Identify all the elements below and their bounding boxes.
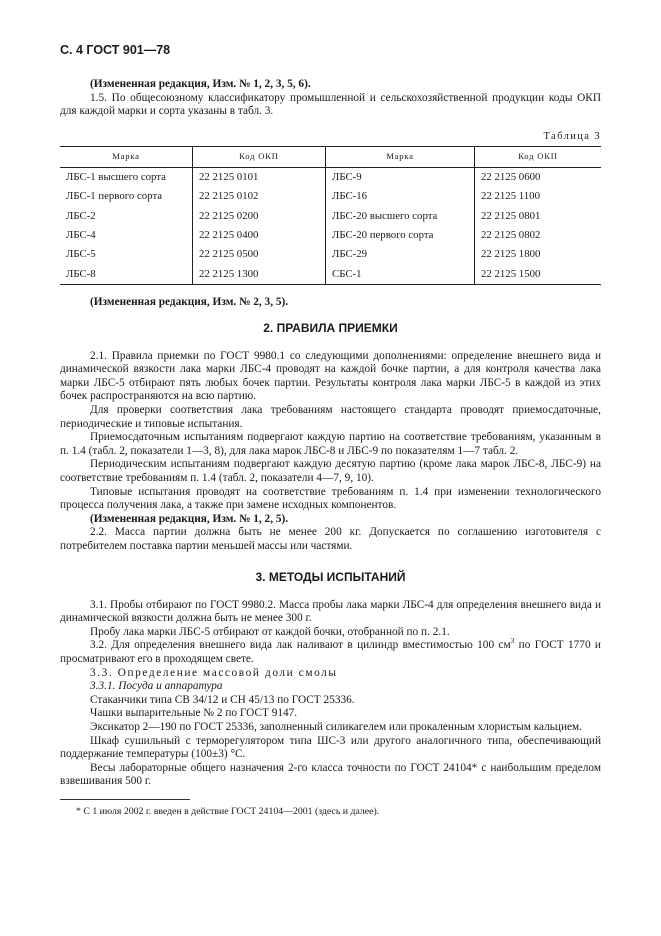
table-cell: ЛБС-1 высшего сорта [66,170,166,183]
footnote-divider [60,799,190,800]
page-header: С. 4 ГОСТ 901—78 [60,43,171,57]
paragraph-2-2: 2.2. Масса партии должна быть не менее 200 кг. Допускается по соглашению изготовителя с потребителем поставка партии меньшей массы или частями. [60,526,601,552]
paragraph: Пробу лака марки ЛБС-5 отбирают от каждой бочки, отобранной по п. 2.1. [90,625,450,638]
table-cell: ЛБС-29 [326,246,475,265]
section-2-block [60,322,601,554]
paragraph: Весы лабораторные общего назначения 2-го класса точности по ГОСТ 24104* с наибольшим пределом взвешивания 500 г. [60,761,601,788]
table-cell: 22 2125 0102 [193,187,326,206]
table-row [60,207,601,226]
table-row [60,187,601,206]
paragraph-3-1: 3.1. Пробы отбирают по ГОСТ 9980.2. Масса пробы лака марки ЛБС-4 для определения внешнего вида и динамической вязкости должна быть не менее 300 г. [60,598,601,625]
edition-note: (Измененная редакция, Изм. № 2, 3, 5). [90,296,289,308]
table-cell: 22 2125 1100 [475,187,602,206]
column-header: Марка [60,147,193,168]
superscript: 3 [510,636,515,646]
table-cell: 22 2125 0500 [193,246,326,265]
paragraph: Эксикатор 2—190 по ГОСТ 25336, заполненный силикагелем или прокаленным хлористым кальцием. [90,720,582,733]
table-cell: СБС-1 [326,265,475,285]
table-3 [60,146,601,285]
section-heading: 3. МЕТОДЫ ИСПЫТАНИЙ [255,570,406,584]
table-cell: ЛБС-9 [326,168,475,188]
paragraph-3-2 [60,636,601,666]
table-edition-block [60,296,601,310]
edition-note: (Измененная редакция, Изм. № 1, 2, 3, 5, 6). [90,78,311,90]
table-cell: ЛБС-5 [66,248,96,261]
table-cell: ЛБС-4 [66,229,96,242]
table-cell: ЛБС-20 высшего сорта [326,207,475,226]
footnote: * С 1 июля 2002 г. введен в действие ГОСТ 24104—2001 (здесь и далее). [76,806,380,817]
paragraph: Стаканчики типа СВ 34/12 и СН 45/13 по ГОСТ 25336. [90,693,355,706]
section-1-block [60,78,601,119]
table-cell: 22 2125 1300 [193,265,326,285]
table-row [60,246,601,265]
paragraph: Приемосдаточным испытаниям подвергают каждую партию на соответствие требованиям, указанным в п. 1.4 (табл. 2, показатели 1—3, 8), для лака марок ЛБС-8 и ЛБС-9 по показателям 1—7 табл. 2. [60,431,601,457]
table-cell: 22 2125 0400 [193,226,326,245]
table-row [60,226,601,245]
paragraph: Для проверки соответствия лака требованиям настоящего стандарта проводят приемосдаточные, периодические и типовые испытания. [60,403,601,430]
table-cell: 22 2125 0101 [193,168,326,188]
table-header-row [60,147,601,168]
section-heading: 2. ПРАВИЛА ПРИЕМКИ [263,321,398,335]
column-header: Код ОКП [475,147,602,168]
table-cell: ЛБС-16 [326,187,475,206]
paragraph-text: 3.2. Для определения внешнего вида лак наливают в цилиндр вместимостью 100 см [90,639,511,652]
section-3-block [60,571,601,789]
paragraph: Шкаф сушильный с терморегулятором типа ШС-3 или другого аналогичного типа, обеспечивающий поддержание температуры (100±3) °С. [60,734,601,761]
table-cell: 22 2125 1800 [475,246,602,265]
table-caption: Таблица 3 [543,131,601,142]
table-cell: ЛБС-20 первого сорта [326,226,475,245]
paragraph: Периодическим испытаниям подвергают каждую десятую партию (кроме лака марок ЛБС-8, ЛБС-9) на соответствие требованиям п. 1.4 (табл. 2, показатели 4—7, 9, 10). [60,458,601,484]
table-cell: 22 2125 0200 [193,207,326,226]
paragraph: Типовые испытания проводят на соответствие требованиям п. 1.4 при изменении технологического процесса получения лака, а также при замене исходных компонентов. [60,485,601,512]
table-cell: 22 2125 0801 [475,207,602,226]
paragraph-2-1: 2.1. Правила приемки по ГОСТ 9980.1 со следующими дополнениями: определение внешнего вида и динамической вязкости лака марки ЛБС-4 проводят на каждой бочке партии, а для контроля качества лака марки ЛБС-5 отбирают пять любых бочек партии. Результаты контроля лака марки ЛБС-5 в каждой из этих бочек распространяются на всю партию. [60,349,601,403]
edition-note: (Измененная редакция, Изм. № 1, 2, 5). [90,512,289,525]
table-cell: ЛБС-1 первого сорта [66,190,163,203]
table-cell: 22 2125 1500 [475,265,602,285]
table-cell: 22 2125 0600 [475,168,602,188]
table-row [60,265,601,285]
table-row [60,168,601,188]
column-header: Марка [326,147,475,168]
paragraph-text: по ГОСТ 1770 и просматривают его в проходящем свете. [60,639,601,665]
column-header: Код ОКП [193,147,326,168]
paragraph-1-5: 1.5. По общесоюзному классификатору промышленной и сельскохозяйственной продукции коды ОКП для каждой марки и сорта указаны в табл. 3. [60,91,601,118]
paragraph-3-3-1: 3.3.1. Посуда и аппаратура [90,680,223,693]
paragraph-3-3: 3.3. Определение массовой доли смолы [90,666,338,679]
table-cell: ЛБС-8 [60,265,193,285]
table-cell: 22 2125 0802 [475,226,602,245]
table-cell: ЛБС-2 [66,209,96,222]
paragraph: Чашки выпарительные № 2 по ГОСТ 9147. [90,707,298,720]
